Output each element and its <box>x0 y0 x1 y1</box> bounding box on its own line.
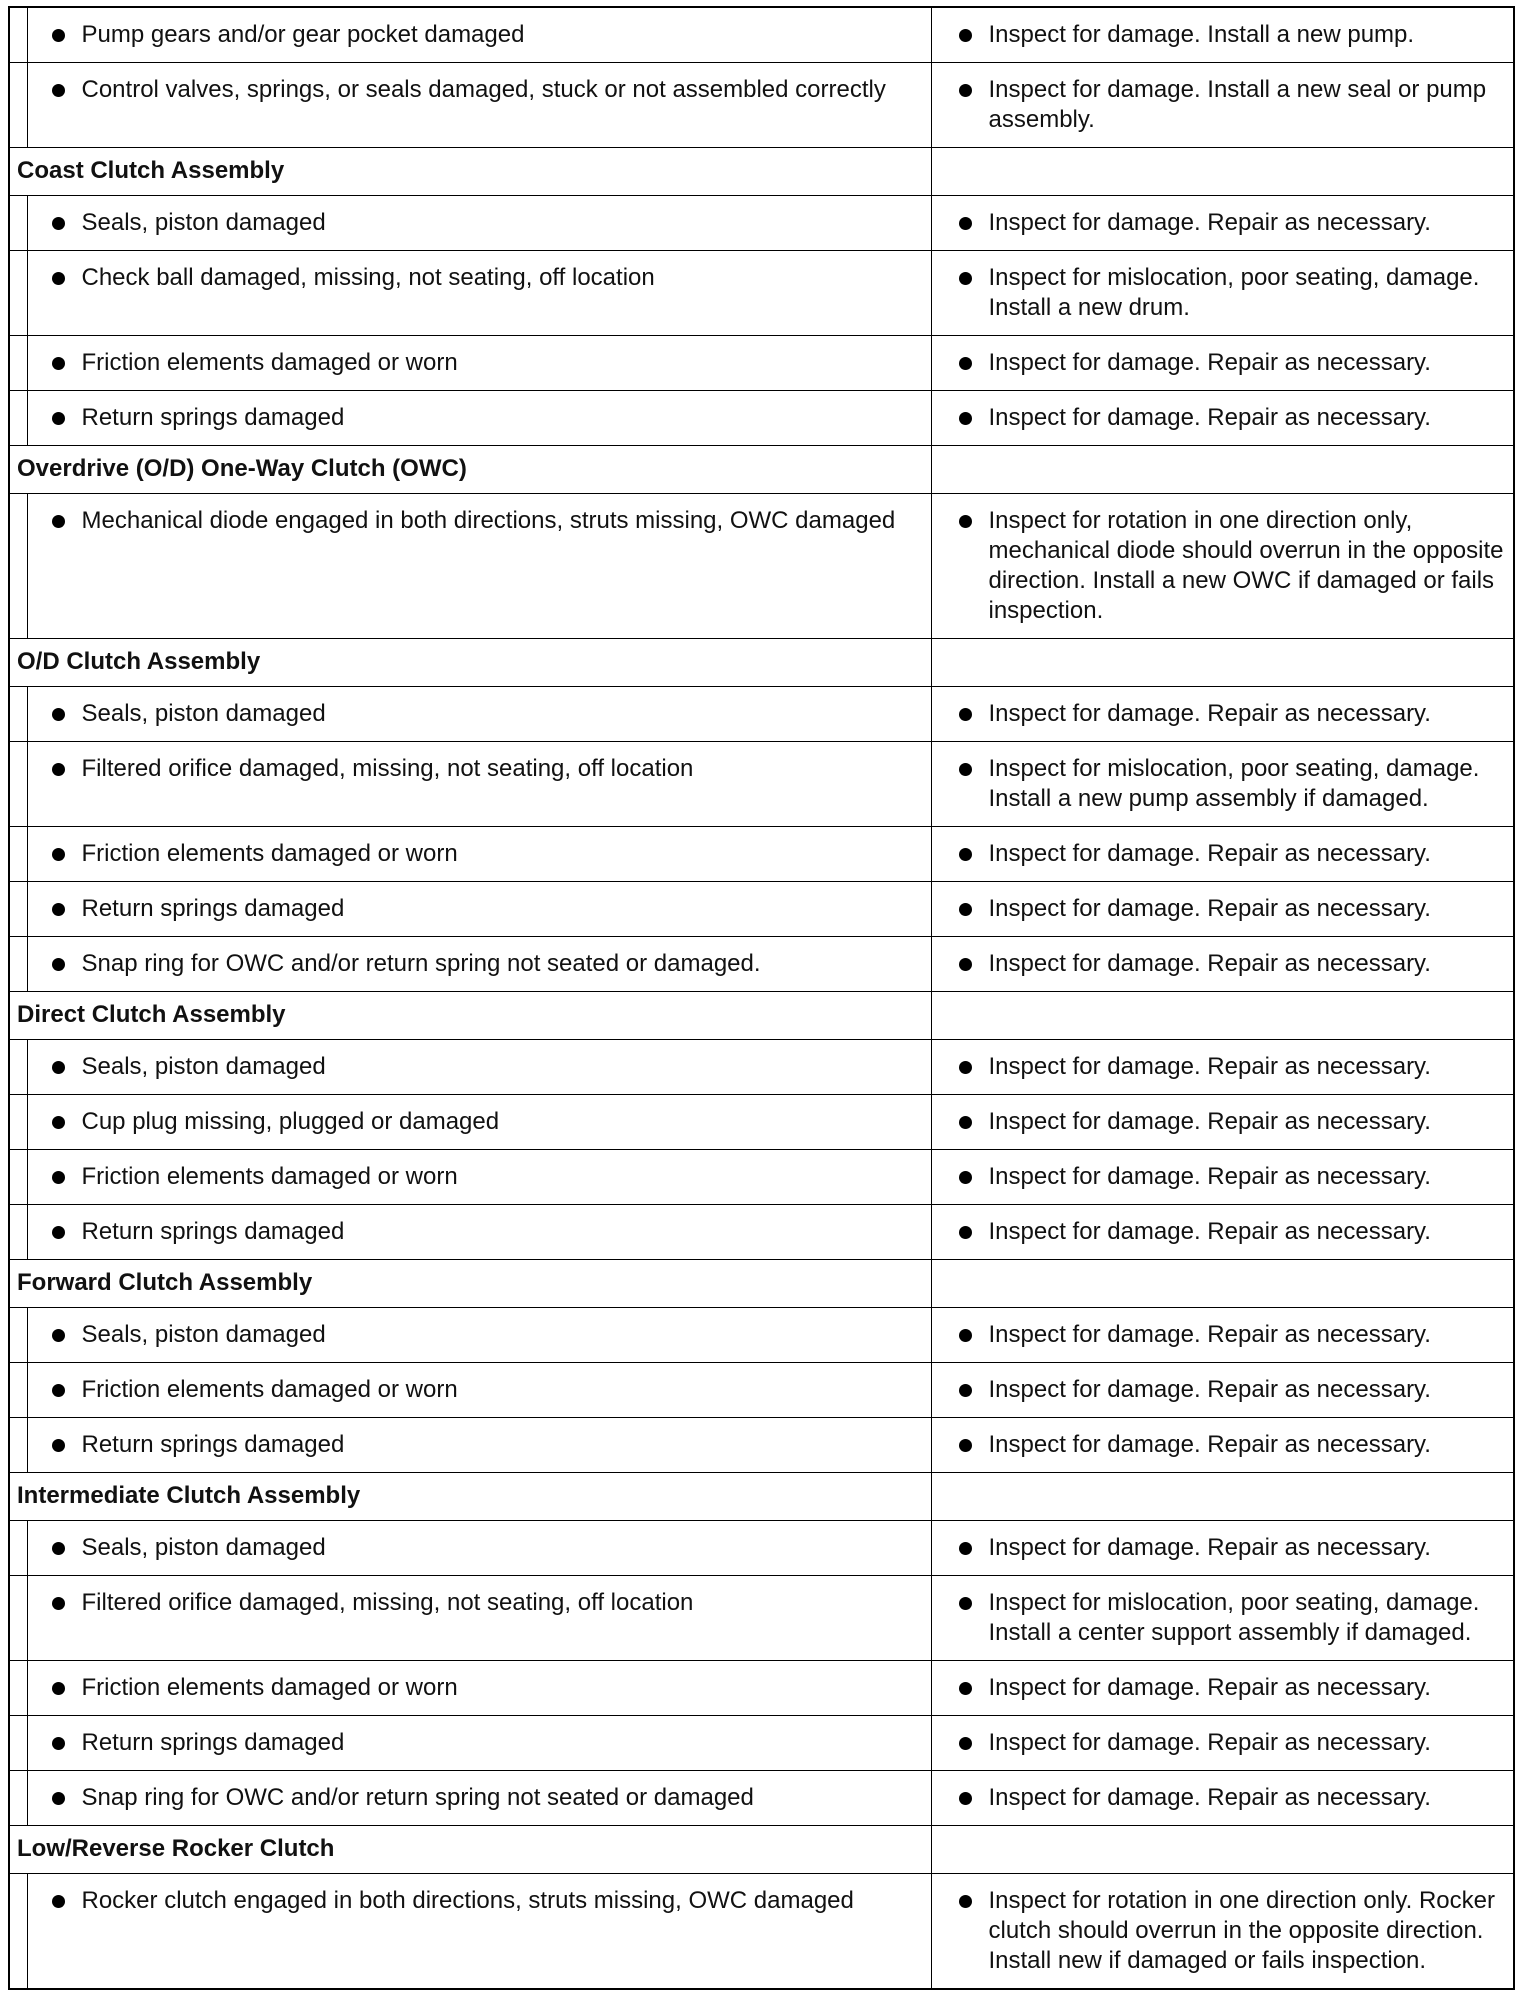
section-header-row <box>9 992 1514 1040</box>
action-text: Inspect for rotation in one direction only, mechanical diode should overrun in the opposite direction. Install a new OWC if damaged or fails inspection. <box>988 507 1504 624</box>
cause-text: Friction elements damaged or worn <box>81 1376 458 1403</box>
indent-cell <box>9 391 27 446</box>
section-empty-cell <box>931 992 1514 1040</box>
bullet-icon <box>959 903 972 916</box>
cause-text: Friction elements damaged or worn <box>81 349 458 376</box>
action-cell <box>931 63 1514 148</box>
section-header-row <box>9 148 1514 196</box>
table-row <box>9 1874 1514 1990</box>
action-cell <box>931 937 1514 992</box>
action-text: Inspect for damage. Repair as necessary. <box>988 895 1431 922</box>
bullet-icon <box>52 1597 65 1610</box>
bullet-icon <box>52 412 65 425</box>
cause-text: Return springs damaged <box>81 1431 345 1458</box>
cause-cell <box>27 251 931 336</box>
table-row <box>9 63 1514 148</box>
indent-cell <box>9 1521 27 1576</box>
indent-cell <box>9 494 27 639</box>
bullet-icon <box>52 515 65 528</box>
action-text: Inspect for damage. Repair as necessary. <box>988 1534 1431 1561</box>
diagnostic-table <box>8 6 1515 1990</box>
cause-text: Mechanical diode engaged in both directions, struts missing, OWC damaged <box>81 507 896 534</box>
cause-cell <box>27 63 931 148</box>
action-text: Inspect for damage. Repair as necessary. <box>988 209 1431 236</box>
bullet-icon <box>52 1895 65 1908</box>
bullet-icon <box>52 29 65 42</box>
action-text: Inspect for damage. Install a new pump. <box>988 21 1415 48</box>
cause-cell <box>27 1308 931 1363</box>
cause-cell <box>27 494 931 639</box>
table-row <box>9 1418 1514 1473</box>
action-text: Inspect for damage. Repair as necessary. <box>988 700 1431 727</box>
action-text: Inspect for rotation in one direction only. Rocker clutch should overrun in the opposite direction. Install new if damaged or fails inspection. <box>988 1887 1495 1974</box>
cause-text: Pump gears and/or gear pocket damaged <box>81 21 525 48</box>
section-empty-cell <box>931 148 1514 196</box>
section-empty-cell <box>931 446 1514 494</box>
action-cell <box>931 1308 1514 1363</box>
bullet-icon <box>959 217 972 230</box>
action-cell <box>931 882 1514 937</box>
table-row <box>9 827 1514 882</box>
action-text: Inspect for damage. Repair as necessary. <box>988 950 1431 977</box>
indent-cell <box>9 827 27 882</box>
bullet-icon <box>959 1895 972 1908</box>
bullet-icon <box>52 958 65 971</box>
action-text: Inspect for damage. Repair as necessary. <box>988 349 1431 376</box>
bullet-icon <box>959 1061 972 1074</box>
indent-cell <box>9 1661 27 1716</box>
bullet-icon <box>959 1792 972 1805</box>
cause-text: Friction elements damaged or worn <box>81 1674 458 1701</box>
action-cell <box>931 391 1514 446</box>
action-cell <box>931 336 1514 391</box>
indent-cell <box>9 1874 27 1990</box>
cause-cell <box>27 1771 931 1826</box>
indent-cell <box>9 1308 27 1363</box>
cause-text: Seals, piston damaged <box>81 209 326 236</box>
action-text: Inspect for mislocation, poor seating, damage. Install a new drum. <box>988 264 1480 321</box>
table-row <box>9 391 1514 446</box>
indent-cell <box>9 1576 27 1661</box>
table-row <box>9 251 1514 336</box>
bullet-icon <box>959 84 972 97</box>
action-text: Inspect for damage. Repair as necessary. <box>988 1053 1431 1080</box>
bullet-icon <box>959 1439 972 1452</box>
table-row <box>9 1661 1514 1716</box>
indent-cell <box>9 1771 27 1826</box>
indent-cell <box>9 1205 27 1260</box>
cause-cell <box>27 1576 931 1661</box>
table-row <box>9 1095 1514 1150</box>
action-text: Inspect for damage. Repair as necessary. <box>988 1674 1431 1701</box>
indent-cell <box>9 63 27 148</box>
indent-cell <box>9 1418 27 1473</box>
action-cell <box>931 742 1514 827</box>
bullet-icon <box>52 272 65 285</box>
bullet-icon <box>959 1116 972 1129</box>
bullet-icon <box>959 1384 972 1397</box>
cause-text: Filtered orifice damaged, missing, not seating, off location <box>81 755 694 782</box>
indent-cell <box>9 1150 27 1205</box>
bullet-icon <box>959 1329 972 1342</box>
indent-cell <box>9 7 27 63</box>
bullet-icon <box>52 1116 65 1129</box>
section-header-row <box>9 639 1514 687</box>
section-empty-cell <box>931 1260 1514 1308</box>
cause-text: Control valves, springs, or seals damaged, stuck or not assembled correctly <box>81 76 886 103</box>
bullet-icon <box>52 1439 65 1452</box>
table-row <box>9 7 1514 63</box>
section-title: Overdrive (O/D) One-Way Clutch (OWC) <box>9 446 931 494</box>
action-text: Inspect for damage. Install a new seal or pump assembly. <box>988 76 1487 133</box>
cause-cell <box>27 1040 931 1095</box>
action-text: Inspect for mislocation, poor seating, damage. Install a center support assembly if damaged. <box>988 1589 1480 1646</box>
section-empty-cell <box>931 1826 1514 1874</box>
action-cell <box>931 1521 1514 1576</box>
table-row <box>9 687 1514 742</box>
bullet-icon <box>959 1737 972 1750</box>
section-title: Low/Reverse Rocker Clutch <box>9 1826 931 1874</box>
cause-cell <box>27 196 931 251</box>
indent-cell <box>9 1040 27 1095</box>
section-header-row <box>9 1473 1514 1521</box>
action-text: Inspect for damage. Repair as necessary. <box>988 840 1431 867</box>
bullet-icon <box>959 1682 972 1695</box>
bullet-icon <box>959 848 972 861</box>
cause-text: Return springs damaged <box>81 1218 345 1245</box>
cause-cell <box>27 742 931 827</box>
bullet-icon <box>959 412 972 425</box>
cause-cell <box>27 882 931 937</box>
table-row <box>9 196 1514 251</box>
action-text: Inspect for damage. Repair as necessary. <box>988 1784 1431 1811</box>
table-row <box>9 494 1514 639</box>
cause-cell <box>27 1418 931 1473</box>
bullet-icon <box>52 1737 65 1750</box>
bullet-icon <box>959 29 972 42</box>
cause-text: Seals, piston damaged <box>81 1053 326 1080</box>
indent-cell <box>9 687 27 742</box>
action-cell <box>931 1095 1514 1150</box>
action-text: Inspect for damage. Repair as necessary. <box>988 1218 1431 1245</box>
cause-cell <box>27 1095 931 1150</box>
cause-text: Friction elements damaged or worn <box>81 1163 458 1190</box>
action-text: Inspect for damage. Repair as necessary. <box>988 1376 1431 1403</box>
section-title: O/D Clutch Assembly <box>9 639 931 687</box>
cause-cell <box>27 1716 931 1771</box>
table-row <box>9 882 1514 937</box>
action-cell <box>931 1363 1514 1418</box>
table-row <box>9 1521 1514 1576</box>
cause-text: Return springs damaged <box>81 404 345 431</box>
bullet-icon <box>959 1542 972 1555</box>
table-row <box>9 1716 1514 1771</box>
cause-cell <box>27 1874 931 1990</box>
bullet-icon <box>52 848 65 861</box>
bullet-icon <box>52 217 65 230</box>
action-text: Inspect for damage. Repair as necessary. <box>988 1108 1431 1135</box>
action-cell <box>931 1661 1514 1716</box>
action-cell <box>931 687 1514 742</box>
indent-cell <box>9 742 27 827</box>
cause-text: Rocker clutch engaged in both directions, struts missing, OWC damaged <box>81 1887 854 1914</box>
cause-cell <box>27 1205 931 1260</box>
action-cell <box>931 1874 1514 1990</box>
cause-text: Snap ring for OWC and/or return spring not seated or damaged <box>81 1784 754 1811</box>
section-title: Intermediate Clutch Assembly <box>9 1473 931 1521</box>
action-cell <box>931 827 1514 882</box>
action-cell <box>931 1576 1514 1661</box>
table-row <box>9 1576 1514 1661</box>
action-text: Inspect for damage. Repair as necessary. <box>988 1729 1431 1756</box>
cause-text: Seals, piston damaged <box>81 1321 326 1348</box>
indent-cell <box>9 336 27 391</box>
bullet-icon <box>959 958 972 971</box>
cause-cell <box>27 391 931 446</box>
section-empty-cell <box>931 1473 1514 1521</box>
action-cell <box>931 7 1514 63</box>
bullet-icon <box>52 1542 65 1555</box>
cause-text: Friction elements damaged or worn <box>81 840 458 867</box>
bullet-icon <box>959 763 972 776</box>
indent-cell <box>9 251 27 336</box>
table-row <box>9 1150 1514 1205</box>
cause-cell <box>27 1521 931 1576</box>
action-cell <box>931 1150 1514 1205</box>
table-row <box>9 1040 1514 1095</box>
bullet-icon <box>959 1171 972 1184</box>
bullet-icon <box>52 1792 65 1805</box>
bullet-icon <box>52 708 65 721</box>
section-title: Coast Clutch Assembly <box>9 148 931 196</box>
indent-cell <box>9 1363 27 1418</box>
action-text: Inspect for damage. Repair as necessary. <box>988 404 1431 431</box>
action-cell <box>931 251 1514 336</box>
action-text: Inspect for damage. Repair as necessary. <box>988 1431 1431 1458</box>
cause-text: Snap ring for OWC and/or return spring not seated or damaged. <box>81 950 761 977</box>
bullet-icon <box>52 1171 65 1184</box>
section-header-row <box>9 446 1514 494</box>
action-cell <box>931 1040 1514 1095</box>
table-row <box>9 1205 1514 1260</box>
cause-text: Cup plug missing, plugged or damaged <box>81 1108 500 1135</box>
action-cell <box>931 494 1514 639</box>
bullet-icon <box>52 1226 65 1239</box>
action-cell <box>931 1205 1514 1260</box>
table-row <box>9 1771 1514 1826</box>
bullet-icon <box>52 357 65 370</box>
bullet-icon <box>959 515 972 528</box>
cause-cell <box>27 687 931 742</box>
action-text: Inspect for damage. Repair as necessary. <box>988 1163 1431 1190</box>
bullet-icon <box>959 272 972 285</box>
cause-cell <box>27 7 931 63</box>
cause-cell <box>27 336 931 391</box>
section-title: Direct Clutch Assembly <box>9 992 931 1040</box>
table-row <box>9 336 1514 391</box>
bullet-icon <box>52 84 65 97</box>
table-row <box>9 937 1514 992</box>
cause-text: Seals, piston damaged <box>81 1534 326 1561</box>
cause-text: Seals, piston damaged <box>81 700 326 727</box>
bullet-icon <box>52 1682 65 1695</box>
indent-cell <box>9 937 27 992</box>
bullet-icon <box>959 357 972 370</box>
diagnostic-table-body <box>9 7 1514 1989</box>
bullet-icon <box>959 708 972 721</box>
cause-cell <box>27 1661 931 1716</box>
cause-cell <box>27 937 931 992</box>
indent-cell <box>9 1716 27 1771</box>
cause-text: Filtered orifice damaged, missing, not seating, off location <box>81 1589 694 1616</box>
indent-cell <box>9 1095 27 1150</box>
bullet-icon <box>52 1384 65 1397</box>
section-empty-cell <box>931 639 1514 687</box>
cause-cell <box>27 1150 931 1205</box>
action-text: Inspect for damage. Repair as necessary. <box>988 1321 1431 1348</box>
bullet-icon <box>52 1329 65 1342</box>
bullet-icon <box>959 1597 972 1610</box>
table-row <box>9 1363 1514 1418</box>
action-cell <box>931 1771 1514 1826</box>
bullet-icon <box>52 1061 65 1074</box>
action-cell <box>931 1716 1514 1771</box>
indent-cell <box>9 882 27 937</box>
bullet-icon <box>52 763 65 776</box>
table-row <box>9 1308 1514 1363</box>
table-row <box>9 742 1514 827</box>
action-cell <box>931 1418 1514 1473</box>
bullet-icon <box>52 903 65 916</box>
cause-text: Check ball damaged, missing, not seating, off location <box>81 264 655 291</box>
cause-text: Return springs damaged <box>81 1729 345 1756</box>
section-header-row <box>9 1260 1514 1308</box>
cause-cell <box>27 1363 931 1418</box>
indent-cell <box>9 196 27 251</box>
action-text: Inspect for mislocation, poor seating, damage. Install a new pump assembly if damaged. <box>988 755 1480 812</box>
action-cell <box>931 196 1514 251</box>
cause-cell <box>27 827 931 882</box>
section-header-row <box>9 1826 1514 1874</box>
bullet-icon <box>959 1226 972 1239</box>
section-title: Forward Clutch Assembly <box>9 1260 931 1308</box>
cause-text: Return springs damaged <box>81 895 345 922</box>
